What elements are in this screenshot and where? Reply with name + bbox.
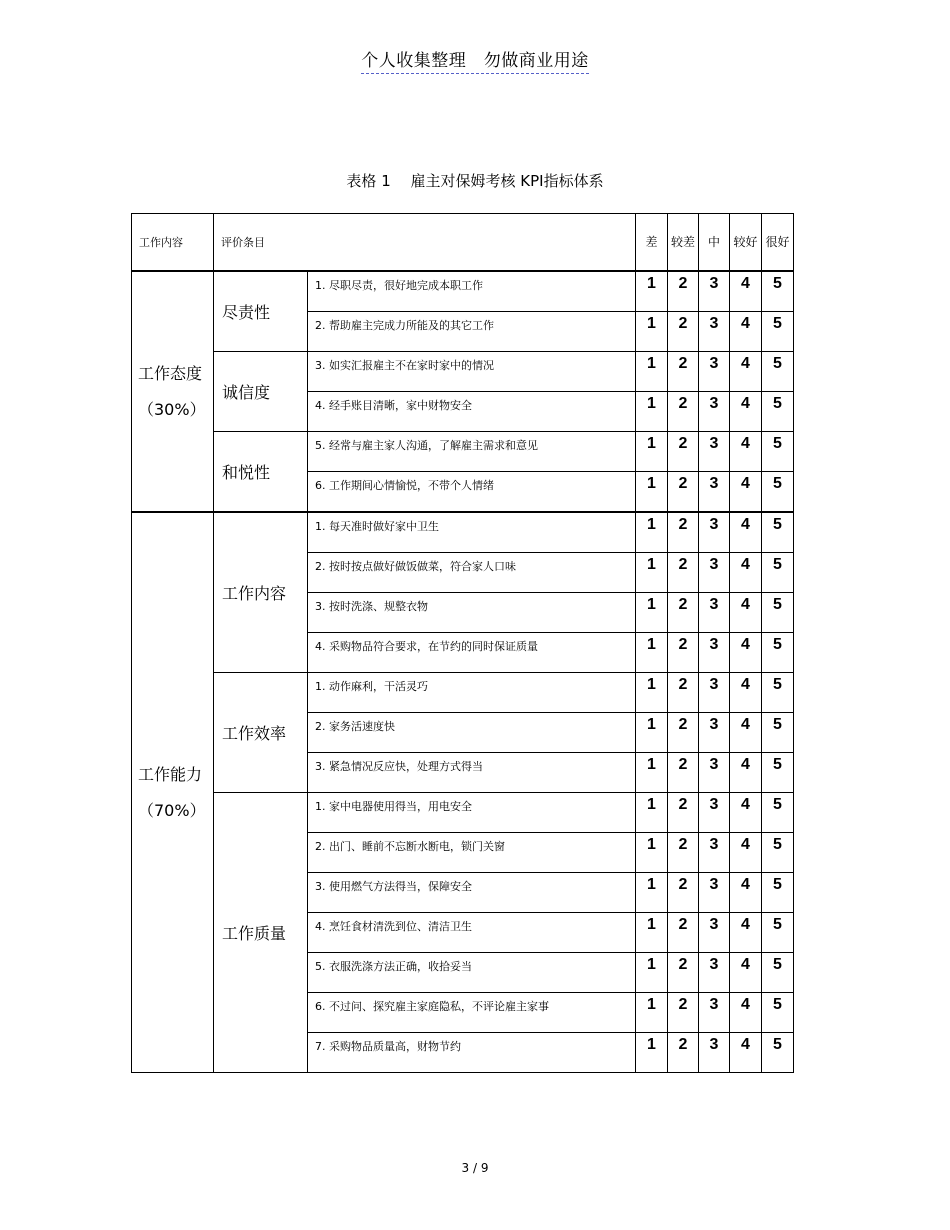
- score-cell: 3: [699, 873, 730, 913]
- page-number: 3 / 9: [461, 1161, 489, 1175]
- score-cell: 4: [730, 753, 762, 793]
- score-cell: 3: [699, 352, 730, 392]
- score-cell: 3: [699, 472, 730, 513]
- score-cell: 2: [668, 472, 699, 513]
- score-cell: 1: [636, 512, 668, 553]
- category-cell: 工作能力（70%）: [132, 512, 214, 1073]
- score-cell: 1: [636, 352, 668, 392]
- score-cell: 2: [668, 553, 699, 593]
- evaluation-item-cell: 3. 按时洗涤、规整衣物: [308, 593, 636, 633]
- evaluation-item-cell: 2. 按时按点做好做饭做菜，符合家人口味: [308, 553, 636, 593]
- score-cell: 5: [762, 512, 794, 553]
- score-cell: 2: [668, 1033, 699, 1073]
- score-cell: 2: [668, 312, 699, 352]
- score-cell: 3: [699, 753, 730, 793]
- score-cell: 4: [730, 873, 762, 913]
- score-cell: 1: [636, 271, 668, 312]
- score-cell: 2: [668, 352, 699, 392]
- score-cell: 1: [636, 993, 668, 1033]
- score-cell: 5: [762, 271, 794, 312]
- score-cell: 2: [668, 713, 699, 753]
- evaluation-item-cell: 4. 采购物品符合要求，在节约的同时保证质量: [308, 633, 636, 673]
- watermark: [0, 46, 950, 71]
- score-cell: 2: [668, 392, 699, 432]
- score-cell: 1: [636, 833, 668, 873]
- score-cell: 3: [699, 512, 730, 553]
- score-cell: 3: [699, 1033, 730, 1073]
- score-cell: 1: [636, 953, 668, 993]
- score-cell: 4: [730, 271, 762, 312]
- score-cell: 4: [730, 953, 762, 993]
- table-row: [132, 432, 794, 472]
- score-cell: 1: [636, 753, 668, 793]
- score-cell: 4: [730, 833, 762, 873]
- score-cell: 1: [636, 432, 668, 472]
- score-cell: 3: [699, 793, 730, 833]
- score-cell: 3: [699, 593, 730, 633]
- score-cell: 5: [762, 432, 794, 472]
- score-cell: 4: [730, 1033, 762, 1073]
- evaluation-item-cell: 6. 不过问、探究雇主家庭隐私，不评论雇主家事: [308, 993, 636, 1033]
- kpi-table-body: [132, 214, 794, 1073]
- score-cell: 2: [668, 673, 699, 713]
- score-cell: 5: [762, 1033, 794, 1073]
- evaluation-item-cell: 4. 经手账目清晰，家中财物安全: [308, 392, 636, 432]
- header-work-content: 工作内容: [132, 214, 214, 272]
- score-cell: 2: [668, 833, 699, 873]
- header-score-poor: 差: [636, 214, 668, 272]
- evaluation-item-cell: 1. 尽职尽责，很好地完成本职工作: [308, 271, 636, 312]
- score-cell: 3: [699, 553, 730, 593]
- header-row: [132, 214, 794, 272]
- score-cell: 1: [636, 593, 668, 633]
- evaluation-item-cell: 1. 动作麻利，干活灵巧: [308, 673, 636, 713]
- score-cell: 1: [636, 793, 668, 833]
- header-score-average: 中: [699, 214, 730, 272]
- evaluation-item-cell: 3. 使用燃气方法得当，保障安全: [308, 873, 636, 913]
- score-cell: 1: [636, 392, 668, 432]
- subcategory-cell: 工作内容: [214, 512, 308, 673]
- subcategory-cell: 工作质量: [214, 793, 308, 1073]
- table-row: [132, 793, 794, 833]
- score-cell: 1: [636, 673, 668, 713]
- table-caption: 表格 1 雇主对保姆考核 KPI指标体系: [346, 172, 604, 190]
- score-cell: 3: [699, 392, 730, 432]
- watermark-text: 个人收集整理 勿做商业用途: [361, 51, 589, 74]
- score-cell: 5: [762, 352, 794, 392]
- score-cell: 3: [699, 833, 730, 873]
- score-cell: 4: [730, 312, 762, 352]
- score-cell: 4: [730, 913, 762, 953]
- score-cell: 5: [762, 753, 794, 793]
- kpi-table: [131, 213, 794, 1073]
- evaluation-item-cell: 2. 出门、睡前不忘断水断电，锁门关窗: [308, 833, 636, 873]
- evaluation-item-cell: 5. 经常与雇主家人沟通，了解雇主需求和意见: [308, 432, 636, 472]
- score-cell: 3: [699, 953, 730, 993]
- score-cell: 5: [762, 873, 794, 913]
- header-score-excellent: 很好: [762, 214, 794, 272]
- score-cell: 5: [762, 833, 794, 873]
- header-evaluation-item: 评价条目: [214, 214, 636, 272]
- score-cell: 2: [668, 432, 699, 472]
- score-cell: 4: [730, 673, 762, 713]
- score-cell: 1: [636, 553, 668, 593]
- score-cell: 2: [668, 593, 699, 633]
- category-cell: 工作态度（30%）: [132, 271, 214, 512]
- table-row: [132, 271, 794, 312]
- subcategory-cell: 工作效率: [214, 673, 308, 793]
- score-cell: 1: [636, 312, 668, 352]
- score-cell: 5: [762, 633, 794, 673]
- score-cell: 2: [668, 271, 699, 312]
- score-cell: 1: [636, 472, 668, 513]
- table-row: [132, 512, 794, 553]
- score-cell: 4: [730, 633, 762, 673]
- evaluation-item-cell: 4. 烹饪食材清洗到位、清洁卫生: [308, 913, 636, 953]
- score-cell: 4: [730, 553, 762, 593]
- score-cell: 2: [668, 953, 699, 993]
- subcategory-cell: 诚信度: [214, 352, 308, 432]
- score-cell: 4: [730, 392, 762, 432]
- score-cell: 4: [730, 432, 762, 472]
- score-cell: 1: [636, 913, 668, 953]
- score-cell: 5: [762, 673, 794, 713]
- score-cell: 4: [730, 593, 762, 633]
- score-cell: 2: [668, 913, 699, 953]
- score-cell: 2: [668, 793, 699, 833]
- score-cell: 2: [668, 633, 699, 673]
- subcategory-cell: 和悦性: [214, 432, 308, 513]
- score-cell: 2: [668, 993, 699, 1033]
- evaluation-item-cell: 3. 紧急情况反应快，处理方式得当: [308, 753, 636, 793]
- score-cell: 5: [762, 713, 794, 753]
- score-cell: 4: [730, 793, 762, 833]
- evaluation-item-cell: 1. 家中电器使用得当，用电安全: [308, 793, 636, 833]
- score-cell: 3: [699, 633, 730, 673]
- score-cell: 4: [730, 713, 762, 753]
- score-cell: 3: [699, 993, 730, 1033]
- evaluation-item-cell: 6. 工作期间心情愉悦，不带个人情绪: [308, 472, 636, 513]
- table-row: [132, 673, 794, 713]
- score-cell: 5: [762, 993, 794, 1033]
- score-cell: 5: [762, 593, 794, 633]
- score-cell: 2: [668, 512, 699, 553]
- score-cell: 5: [762, 953, 794, 993]
- evaluation-item-cell: 5. 衣服洗涤方法正确，收拾妥当: [308, 953, 636, 993]
- score-cell: 3: [699, 312, 730, 352]
- evaluation-item-cell: 2. 家务活速度快: [308, 713, 636, 753]
- score-cell: 1: [636, 633, 668, 673]
- subcategory-cell: 尽责性: [214, 271, 308, 352]
- score-cell: 4: [730, 993, 762, 1033]
- score-cell: 5: [762, 793, 794, 833]
- evaluation-item-cell: 2. 帮助雇主完成力所能及的其它工作: [308, 312, 636, 352]
- score-cell: 3: [699, 271, 730, 312]
- score-cell: 3: [699, 432, 730, 472]
- table-row: [132, 352, 794, 392]
- score-cell: 5: [762, 472, 794, 513]
- score-cell: 4: [730, 472, 762, 513]
- score-cell: 5: [762, 553, 794, 593]
- header-score-good: 较好: [730, 214, 762, 272]
- score-cell: 2: [668, 753, 699, 793]
- score-cell: 1: [636, 873, 668, 913]
- score-cell: 4: [730, 512, 762, 553]
- score-cell: 3: [699, 673, 730, 713]
- score-cell: 2: [668, 873, 699, 913]
- score-cell: 3: [699, 913, 730, 953]
- evaluation-item-cell: 7. 采购物品质量高，财物节约: [308, 1033, 636, 1073]
- score-cell: 5: [762, 392, 794, 432]
- score-cell: 1: [636, 1033, 668, 1073]
- score-cell: 3: [699, 713, 730, 753]
- score-cell: 5: [762, 913, 794, 953]
- score-cell: 5: [762, 312, 794, 352]
- header-score-fair: 较差: [668, 214, 699, 272]
- score-cell: 1: [636, 713, 668, 753]
- evaluation-item-cell: 3. 如实汇报雇主不在家时家中的情况: [308, 352, 636, 392]
- evaluation-item-cell: 1. 每天准时做好家中卫生: [308, 512, 636, 553]
- score-cell: 4: [730, 352, 762, 392]
